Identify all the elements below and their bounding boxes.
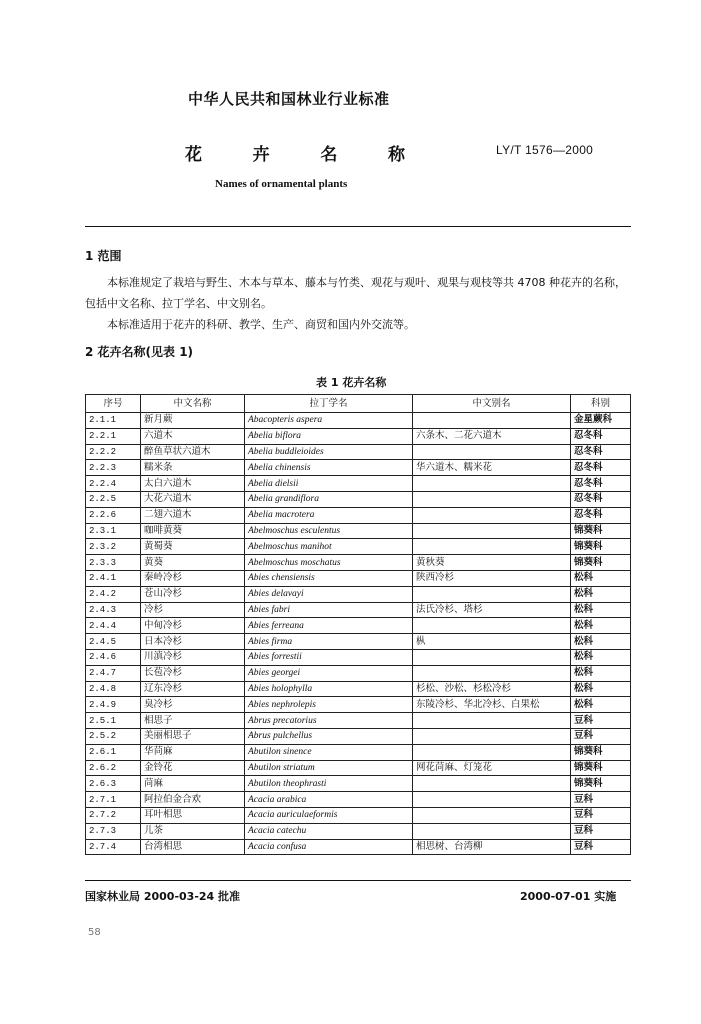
cell-alias [413, 539, 571, 555]
cell-serial: 2.5.1 [86, 713, 141, 729]
cell-family: 金星蕨科 [571, 413, 631, 429]
table-row [86, 460, 631, 476]
cell-family: 忍冬科 [571, 491, 631, 507]
table-body [86, 413, 631, 855]
cell-family: 锦葵科 [571, 744, 631, 760]
cell-family: 忍冬科 [571, 444, 631, 460]
cell-alias: 东陵冷杉、华北冷杉、白果松 [413, 697, 571, 713]
cell-alias: 法氏冷杉、塔杉 [413, 602, 571, 618]
cell-chinese-name: 秦岭冷杉 [141, 570, 245, 586]
cell-family: 豆科 [571, 839, 631, 855]
cell-latin-name: Abelia buddleioides [245, 444, 413, 460]
cell-serial: 2.7.3 [86, 823, 141, 839]
cell-latin-name: Abies georgei [245, 665, 413, 681]
cell-latin-name: Abelia grandiflora [245, 491, 413, 507]
cell-latin-name: Abies delavayi [245, 586, 413, 602]
cell-family: 锦葵科 [571, 760, 631, 776]
cell-family: 锦葵科 [571, 776, 631, 792]
cell-chinese-name: 二翅六道木 [141, 507, 245, 523]
cell-serial: 2.2.1 [86, 428, 141, 444]
title-char: 花 [185, 145, 202, 165]
cell-latin-name: Acacia confusa [245, 839, 413, 855]
cell-chinese-name: 苍山冷杉 [141, 586, 245, 602]
cell-latin-name: Abutilon sinence [245, 744, 413, 760]
cell-chinese-name: 新月蕨 [141, 413, 245, 429]
cell-serial: 2.4.3 [86, 602, 141, 618]
page-number: 58 [88, 927, 101, 938]
cell-alias [413, 444, 571, 460]
cell-alias [413, 807, 571, 823]
cell-latin-name: Abutilon striatum [245, 760, 413, 776]
cell-serial: 2.4.7 [86, 665, 141, 681]
cell-alias [413, 823, 571, 839]
table-row [86, 602, 631, 618]
cell-family: 锦葵科 [571, 555, 631, 571]
cell-chinese-name: 咖啡黄葵 [141, 523, 245, 539]
cell-alias: 枞 [413, 634, 571, 650]
english-title: Names of ornamental plants [215, 178, 348, 190]
title-char: 名 [320, 145, 338, 165]
table-row [86, 539, 631, 555]
cell-alias [413, 665, 571, 681]
cell-serial: 2.6.1 [86, 744, 141, 760]
table-row [86, 570, 631, 586]
cell-chinese-name: 太白六道木 [141, 476, 245, 492]
cell-alias [413, 413, 571, 429]
cell-latin-name: Abies ferreana [245, 618, 413, 634]
table-row [86, 491, 631, 507]
cell-alias: 相思树、台湾柳 [413, 839, 571, 855]
cell-chinese-name: 醉鱼草状六道木 [141, 444, 245, 460]
table-header-row [86, 395, 631, 413]
cell-serial: 2.6.3 [86, 776, 141, 792]
cell-serial: 2.4.4 [86, 618, 141, 634]
cell-alias: 网花苘麻、灯笼花 [413, 760, 571, 776]
cell-latin-name: Abelia macrotera [245, 507, 413, 523]
cell-family: 豆科 [571, 807, 631, 823]
cell-chinese-name: 黄蜀葵 [141, 539, 245, 555]
cell-family: 忍冬科 [571, 428, 631, 444]
header-latin-name: 拉丁学名 [245, 395, 413, 413]
table-row [86, 839, 631, 855]
cell-chinese-name: 儿茶 [141, 823, 245, 839]
cell-latin-name: Abelia dielsii [245, 476, 413, 492]
cell-chinese-name: 中甸冷杉 [141, 618, 245, 634]
cell-latin-name: Acacia arabica [245, 792, 413, 808]
cell-chinese-name: 臭冷杉 [141, 697, 245, 713]
cell-latin-name: Abrus pulchellus [245, 728, 413, 744]
table-row [86, 728, 631, 744]
cell-family: 松科 [571, 681, 631, 697]
flower-names-table [85, 394, 631, 855]
cell-serial: 2.2.2 [86, 444, 141, 460]
section-1-paragraph-1: 本标准规定了栽培与野生、木本与草本、藤本与竹类、观花与观叶、观果与观枝等共 4708 种花卉的名称，包括中文名称、拉丁学名、中文别名。 [85, 276, 626, 310]
cell-alias [413, 649, 571, 665]
cell-chinese-name: 金铃花 [141, 760, 245, 776]
cell-latin-name: Abelmoschus manihot [245, 539, 413, 555]
cell-family: 松科 [571, 697, 631, 713]
cell-latin-name: Abutilon theophrasti [245, 776, 413, 792]
table-row [86, 681, 631, 697]
cell-serial: 2.2.5 [86, 491, 141, 507]
table-row [86, 792, 631, 808]
cell-alias [413, 491, 571, 507]
effective-date: 2000-07-01 实施 [520, 890, 617, 903]
cell-family: 松科 [571, 649, 631, 665]
cell-serial: 2.4.6 [86, 649, 141, 665]
cell-serial: 2.4.9 [86, 697, 141, 713]
cell-serial: 2.4.8 [86, 681, 141, 697]
cell-serial: 2.1.1 [86, 413, 141, 429]
cell-chinese-name: 美丽相思子 [141, 728, 245, 744]
cell-serial: 2.2.4 [86, 476, 141, 492]
cell-serial: 2.4.1 [86, 570, 141, 586]
cell-family: 松科 [571, 618, 631, 634]
table-row [86, 618, 631, 634]
cell-latin-name: Acacia catechu [245, 823, 413, 839]
cell-family: 松科 [571, 634, 631, 650]
header-family: 科别 [571, 395, 631, 413]
table-row [86, 555, 631, 571]
cell-serial: 2.7.1 [86, 792, 141, 808]
cell-chinese-name: 糯米条 [141, 460, 245, 476]
cell-alias [413, 523, 571, 539]
cell-serial: 2.3.3 [86, 555, 141, 571]
cell-chinese-name: 苘麻 [141, 776, 245, 792]
cell-alias [413, 586, 571, 602]
cell-family: 豆科 [571, 823, 631, 839]
table-caption: 表 1 花卉名称 [316, 376, 387, 389]
cell-chinese-name: 阿拉伯金合欢 [141, 792, 245, 808]
cell-family: 豆科 [571, 728, 631, 744]
cell-latin-name: Abelmoschus moschatus [245, 555, 413, 571]
header-divider [85, 226, 631, 227]
cell-family: 忍冬科 [571, 476, 631, 492]
standard-code: LY/T 1576—2000 [496, 143, 594, 157]
table-row [86, 444, 631, 460]
cell-alias: 六条木、二花六道木 [413, 428, 571, 444]
cell-chinese-name: 冷杉 [141, 602, 245, 618]
cell-latin-name: Abies chensiensis [245, 570, 413, 586]
header-alias: 中文别名 [413, 395, 571, 413]
approval-note: 国家林业局 2000-03-24 批准 [85, 890, 241, 903]
footer-divider [85, 880, 631, 881]
cell-chinese-name: 日本冷杉 [141, 634, 245, 650]
cell-family: 忍冬科 [571, 507, 631, 523]
cell-alias [413, 507, 571, 523]
cell-alias [413, 476, 571, 492]
cell-latin-name: Abies firma [245, 634, 413, 650]
cell-chinese-name: 耳叶相思 [141, 807, 245, 823]
cell-alias: 陕西冷杉 [413, 570, 571, 586]
cell-latin-name: Acacia auriculaeformis [245, 807, 413, 823]
table-row [86, 776, 631, 792]
cell-serial: 2.7.4 [86, 839, 141, 855]
table-row [86, 760, 631, 776]
cell-family: 松科 [571, 586, 631, 602]
table-row [86, 428, 631, 444]
cell-alias [413, 618, 571, 634]
cell-alias [413, 792, 571, 808]
cell-latin-name: Abies fabri [245, 602, 413, 618]
cell-serial: 2.5.2 [86, 728, 141, 744]
table-row [86, 697, 631, 713]
cell-serial: 2.3.2 [86, 539, 141, 555]
table-row [86, 665, 631, 681]
cell-chinese-name: 黄葵 [141, 555, 245, 571]
cell-alias: 华六道木、糯米花 [413, 460, 571, 476]
cell-chinese-name: 华苘麻 [141, 744, 245, 760]
table-row [86, 507, 631, 523]
cell-alias [413, 728, 571, 744]
cell-latin-name: Abrus precatorius [245, 713, 413, 729]
title-char: 称 [387, 145, 405, 165]
cell-latin-name: Abelia chinensis [245, 460, 413, 476]
section-2-heading: 2 花卉名称(见表 1) [85, 345, 194, 359]
cell-serial: 2.7.2 [86, 807, 141, 823]
cell-serial: 2.6.2 [86, 760, 141, 776]
table-row [86, 713, 631, 729]
cell-chinese-name: 辽东冷杉 [141, 681, 245, 697]
cell-latin-name: Abelia biflora [245, 428, 413, 444]
cell-alias: 黄秋葵 [413, 555, 571, 571]
title-char: 卉 [252, 145, 270, 165]
cell-chinese-name: 大花六道木 [141, 491, 245, 507]
table-row [86, 476, 631, 492]
table-row [86, 634, 631, 650]
table-row [86, 744, 631, 760]
cell-family: 豆科 [571, 713, 631, 729]
cell-serial: 2.4.5 [86, 634, 141, 650]
cell-serial: 2.2.6 [86, 507, 141, 523]
section-1-heading: 1 范围 [85, 249, 122, 263]
cell-family: 忍冬科 [571, 460, 631, 476]
cell-chinese-name: 相思子 [141, 713, 245, 729]
cell-family: 锦葵科 [571, 539, 631, 555]
header-chinese-name: 中文名称 [141, 395, 245, 413]
table-row [86, 523, 631, 539]
cell-chinese-name: 长苞冷杉 [141, 665, 245, 681]
cell-family: 豆科 [571, 792, 631, 808]
cell-latin-name: Abies nephrolepis [245, 697, 413, 713]
cell-serial: 2.2.3 [86, 460, 141, 476]
document-title [185, 140, 405, 165]
cell-alias [413, 744, 571, 760]
cell-serial: 2.4.2 [86, 586, 141, 602]
table-row [86, 649, 631, 665]
cell-family: 松科 [571, 602, 631, 618]
table-row [86, 586, 631, 602]
cell-latin-name: Abies forrestii [245, 649, 413, 665]
table-row [86, 413, 631, 429]
cell-chinese-name: 台湾相思 [141, 839, 245, 855]
cell-serial: 2.3.1 [86, 523, 141, 539]
cell-family: 松科 [571, 665, 631, 681]
table-row [86, 807, 631, 823]
cell-chinese-name: 川滇冷杉 [141, 649, 245, 665]
header-serial: 序号 [86, 395, 141, 413]
cell-alias: 杉松、沙松、杉松冷杉 [413, 681, 571, 697]
standard-title: 中华人民共和国林业行业标准 [188, 90, 390, 108]
cell-alias [413, 713, 571, 729]
cell-family: 锦葵科 [571, 523, 631, 539]
section-1-paragraph-2: 本标准适用于花卉的科研、教学、生产、商贸和国内外交流等。 [107, 318, 415, 331]
cell-latin-name: Abacopteris aspera [245, 413, 413, 429]
cell-alias [413, 776, 571, 792]
cell-latin-name: Abies holophylla [245, 681, 413, 697]
cell-latin-name: Abelmoschus esculentus [245, 523, 413, 539]
cell-chinese-name: 六道木 [141, 428, 245, 444]
table-row [86, 823, 631, 839]
cell-family: 松科 [571, 570, 631, 586]
